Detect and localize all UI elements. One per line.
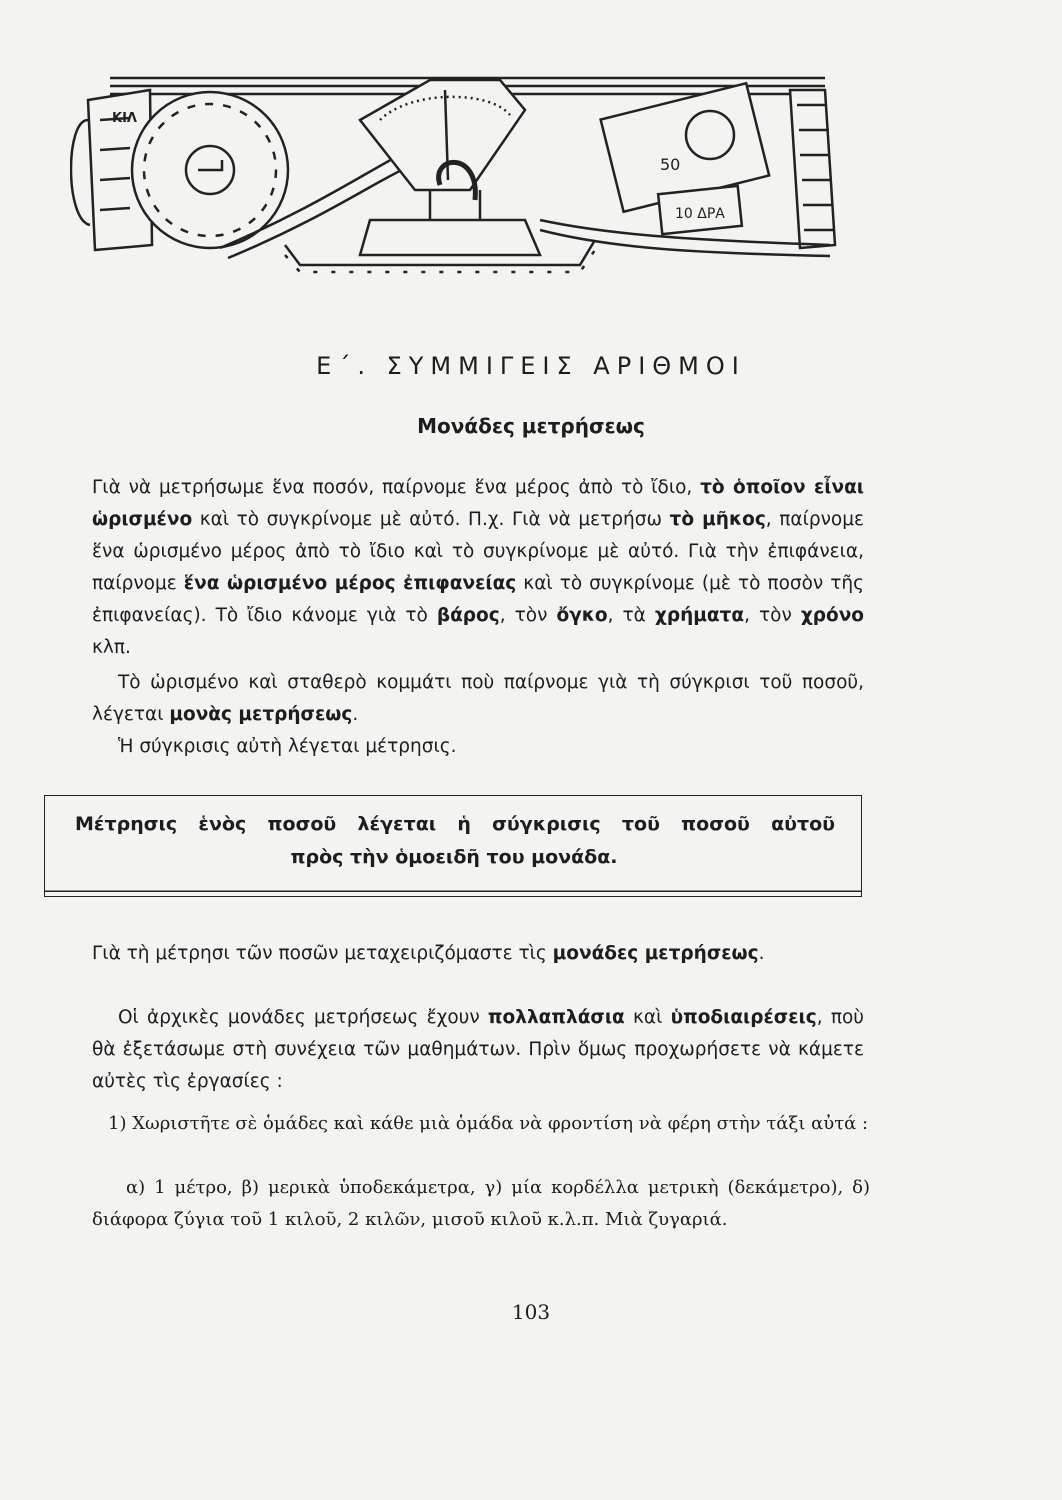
definition-line-1: Μέτρησις ἑνὸς ποσοῦ λέγεται ἡ σύγκρισις τοῦ ποσοῦ αὐτοῦ — [75, 813, 835, 835]
definition-box — [44, 795, 862, 897]
measuring-instruments-illustration — [70, 60, 840, 280]
page-number: 103 — [511, 1300, 551, 1324]
tape-measure-icon — [132, 92, 288, 248]
definition-line-2: πρὸς τὴν ὁμοειδῆ του μονάδα. — [290, 846, 618, 868]
paragraph-1: Γιὰ νὰ μετρήσωμε ἕνα ποσόν, παίρνομε ἕνα μέρος ἀπὸ τὸ ἴδιο, τὸ ὁποῖον εἶναι ὡρισμένο καὶ τὸ συγκρίνομε μὲ αὐτό. Π.χ. Γιὰ νὰ μετρήσω τὸ μῆκος, παίρνομε ἕνα ὡρισμένο μέρος ἀπὸ τὸ ἴδιο καὶ τὸ συγκρίνομε μὲ αὐτό. Γιὰ τὴν ἐπιφάνεια, παίρνομε ἕνα ὡρισμένο μέρος ἐπιφανείας καὶ τὸ συγκρίνομε (μὲ τὸ ποσὸν τῆς ἐπιφανείας). Τὸ ἴδιο κάνομε γιὰ τὸ βάρος, τὸν ὄγκο, τὰ χρήματα, τὸν χρόνο κλπ. — [92, 477, 865, 658]
svg-text:10 ΔΡΑ: 10 ΔΡΑ — [675, 206, 725, 222]
exercise-item-list: α) 1 μέτρο, β) μερικὰ ὑποδεκάμετρα, γ) μία κορδέλλα μετρικὴ (δεκάμετρο), δ) διάφορα ζύγια τοῦ 1 κιλοῦ, 2 κιλῶν, μισοῦ κιλοῦ κ.λ.π. Μιὰ ζυγαριά. — [92, 1177, 870, 1230]
paragraph-4: Γιὰ τὴ μέτρησι τῶν ποσῶν μεταχειριζόμαστε τὶς μονάδες μετρήσεως. — [92, 943, 765, 964]
banknotes-icon — [601, 83, 770, 234]
cup-label: ΚΙΛ — [112, 111, 137, 126]
chapter-title: Ε΄. ΣΥΜΜΙΓΕΙΣ ΑΡΙΘΜΟΙ — [316, 352, 746, 380]
section-title: Μονάδες μετρήσεως — [417, 414, 645, 438]
paragraph-5: Οἱ ἀρχικὲς μονάδες μετρήσεως ἔχουν πολλαπλάσια καὶ ὑποδιαιρέσεις, ποὺ θὰ ἐξετάσωμε στὴ συνέχεια τῶν μαθημάτων. Πρὶν ὅμως προχωρήσετε νὰ κάμετε αὐτὲς τὶς ἐργασίες : — [92, 1007, 864, 1092]
paragraph-3: Ἡ σύγκρισις αὐτὴ λέγεται μέτρησις. — [118, 736, 457, 757]
exercise-instruction: 1) Χωριστῆτε σὲ ὁμάδες καὶ κάθε μιὰ ὁμάδα νὰ φροντίση νὰ φέρη στὴν τάξι αὐτά : — [108, 1113, 869, 1134]
svg-text:50: 50 — [660, 155, 681, 174]
scale-icon — [360, 80, 540, 255]
paragraph-2: Τὸ ὡρισμένο καὶ σταθερὸ κομμάτι ποὺ παίρνομε γιὰ τὴ σύγκρισι τοῦ ποσοῦ, λέγεται μονὰς μετρήσεως. — [92, 672, 864, 725]
